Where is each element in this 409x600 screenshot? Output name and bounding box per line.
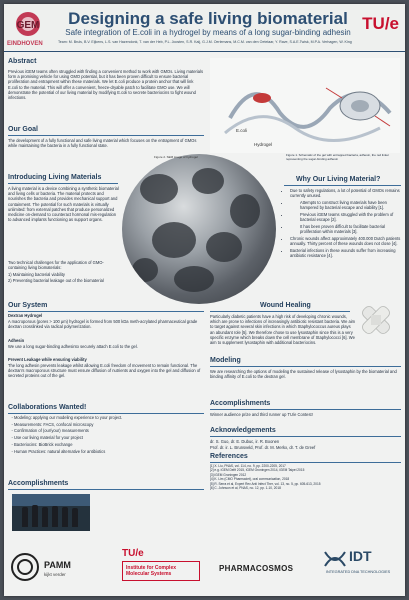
- reference-item: [3] iGEM Groningen 2012: [210, 472, 247, 477]
- references-list: [210, 464, 401, 490]
- system-divider: [8, 311, 204, 312]
- icms-tue-logo: TU/e: [122, 548, 144, 559]
- introducing-divider: [8, 183, 118, 184]
- collaborations-heading: Collaborations Wanted!: [8, 404, 87, 411]
- sponsor-footer: [4, 544, 405, 596]
- abstract-heading: Abstract: [8, 58, 37, 65]
- modeling-heading: Modeling: [210, 357, 241, 364]
- pamm-name: PAMM: [44, 560, 71, 570]
- accomplishments-right-divider: [210, 409, 401, 410]
- wound-body: Particularly diabetic patients have a high risk of developing chronic wounds, which are prone to infections of increasingly antibiotic resistant bacteria. We aim to target against several skin infections in which Staphylococcus aureus plays an abundant role [5]. We therefore chose to use lysostaphin since this is a very specific enzyme which breaks down the cell membrane of Staphylococci [6]. We aim to supplement lysostaphin with additional bacteriocins.: [210, 314, 356, 346]
- adhesin-body: We use a long sugar-binding adhesinto securely attach E.coli to the gel.: [8, 344, 138, 349]
- poster-header: [4, 4, 405, 50]
- idt-logo: IDT: [349, 548, 372, 564]
- poster-subtitle: Safe integration of E.coli in a hydrogel by means of a long sugar-binding adhesin: [65, 28, 351, 37]
- diagram-label-hydrogel: Hydrogel: [254, 142, 273, 147]
- collaborations-list: [8, 415, 204, 455]
- reference-item: [2] e.g. iGEM Delft 2015, iGEM Groningen 2014, iGEM Taipei 2015: [210, 468, 305, 473]
- system-heading: Our System: [8, 302, 48, 309]
- why-item: • Due to safety regulations, a lot of potential of GMOs remains currently unused.: [290, 188, 402, 198]
- introducing-heading: Introducing Living Materials: [8, 174, 102, 181]
- diagram-label-ecoli: E.coli: [236, 128, 248, 133]
- collaborations-divider: [8, 413, 204, 414]
- wound-heading: Wound Healing: [260, 302, 311, 309]
- accomplishments-right-body: Winner audience prize and third runner up TU/e Contest!: [210, 412, 313, 417]
- poster-title: Designing a safe living biomaterial: [68, 9, 348, 28]
- why-item: • Chronic wounds affect approximately 400.000 Dutch patients annually. Thirty percent of these wounds does not close [4].: [290, 236, 402, 246]
- acknowledgements-heading: Acknowledgements: [210, 427, 276, 434]
- accomplishments-heading-left: Accomplishments: [8, 480, 69, 487]
- reference-item: [5] R. Serra et al, Expert Rev Anti Infect Ther, vol. 13, no. 5, pp. 605-613, 2015: [210, 481, 321, 486]
- igem-eindhoven-logo: [8, 9, 48, 45]
- idt-subtitle: INTEGRATED DNA TECHNOLOGIES: [326, 570, 391, 574]
- poster: [4, 4, 405, 596]
- acknowledgements-line-2: Prof. dr. ir. L. Brunsveld, Prof. dr. M. Merkx, dr. T. de Greef: [210, 445, 316, 450]
- collaboration-item: - Bacteriocins: BioBrick exchange: [14, 442, 204, 447]
- goal-heading: Our Goal: [8, 126, 38, 133]
- references-heading: References: [210, 453, 248, 460]
- goal-divider: [8, 135, 204, 136]
- collaboration-item: - Modeling: applying our modeling experience to your project.: [14, 415, 204, 420]
- tue-logo: TU/e: [362, 14, 399, 33]
- accomplishments-left-divider: [8, 489, 204, 490]
- introducing-body: A living material is a device combining a synthetic biomaterial and living cells or bacteria. The material protects and nourishes the bacteria and provides mechanical support and containment. The potential for such materials is virtually unlimited: from external patches that produce personalized medicine on-demand to counteract hormonal mis-regulation to advanced implants functioning as support organs.: [8, 186, 119, 223]
- collaboration-item: - Human Practices: natural alternative for antibiotics: [14, 449, 204, 454]
- collaboration-item: - Measurements: FACS, confocal microscopy: [14, 422, 204, 427]
- why-divider: [284, 185, 401, 186]
- why-item: • Bacterial infections in these wounds suffer from increasing antibiotic resistance [4].: [290, 248, 402, 258]
- bandage-icon: [356, 300, 396, 340]
- prevent-heading: Prevent Leakage while ensuring viability: [8, 357, 87, 362]
- adhesin-heading: Adhesin: [8, 338, 25, 343]
- reference-item: [4] K. Lim (CMO Pharmaciet), oral communication, 2018: [210, 477, 290, 482]
- why-item: • It has been proven difficult to facilitate bacterial proliferation within materials [3].: [290, 224, 402, 234]
- pamm-tagline: kijkt verder: [44, 572, 66, 577]
- wound-divider: [210, 311, 350, 312]
- sem-caption: Figure 2. SEM image of hydrogel: [154, 155, 198, 159]
- challenges-intro: Two technical challenges for the application of GMO-containing living biomaterials:: [8, 260, 104, 271]
- pharmacosmos-logo: PHARMACOSMOS: [219, 564, 294, 573]
- diagram-caption: Figure 1. Schematic of the gel with entrapped bacteria, adhesin, the red linker representing the sugar-binding adhesin: [286, 153, 390, 161]
- why-heading: Why Our Living Material?: [296, 176, 381, 183]
- acknowledgements-line-1: dr. S. Guo, dr. E. Dubuc, ir. R. Boonen: [210, 439, 280, 444]
- reference-item: [1] X. Liu, PNAS, vol. 114, no. 9, pp. 2200-2205, 2017: [210, 464, 286, 468]
- team-photo: [12, 494, 90, 531]
- svg-text:GEM: GEM: [16, 20, 40, 31]
- modeling-body: We are researching the options of modeling the sustained release of lysostaphin by the biomaterial and binding affinity of E.coli to the dextran gel.: [210, 369, 397, 380]
- collaboration-item: - Confirmation of (our/your) measurements: [14, 428, 204, 433]
- accomplishments-heading-right: Accomplishments: [210, 400, 271, 407]
- goal-body: The development of a fully functional and safe living material which focuses on the entrapment of GMOs while maintaining the bacteria in a fully functional state.: [8, 138, 197, 149]
- header-divider: [4, 51, 405, 52]
- why-item: • Attempts to construct living materials have been hampered by bacterial escape and viability [1].: [290, 200, 402, 210]
- modeling-divider: [210, 366, 401, 367]
- collaboration-item: - Use our living material for your project: [14, 435, 204, 440]
- challenge-2: 2) Preventing bacterial leakage out of the biomaterial: [8, 278, 104, 283]
- references-divider: [210, 462, 401, 463]
- idt-helix-icon: [324, 550, 346, 568]
- prevent-body: The long adhesin prevents leakage whilst allowing E.coli freedom of movement to remain functional. The dextran's macroporous structure must ensure diffusion of nutrients and oxygen into the gel and diffusion of secreted proteins out of the gel.: [8, 363, 201, 379]
- why-list: [284, 188, 402, 259]
- hydrogel-diagram: [210, 58, 400, 153]
- abstract-body: Previous iGEM teams often struggled with finding a convenient method to work with GMOs. Living materials form a promising vehicle for using GMO potential, but it has been proven difficult to ensure bacterial proliferation and entrapment within these materials. We let E.coli produce a protein anchor that will link E.coli to the material. This will offer a convenient, freeze-dryable patch to facilitate GMO use. We will demonstrate the potential of our living material by modifying E.coli to secrete bacteriocins to fight wound infections.: [8, 69, 203, 101]
- why-item: • Previous iGEM teams struggled with the problem of bacterial escape [2].: [290, 212, 402, 222]
- dextran-heading: Dextran Hydrogel: [8, 313, 43, 318]
- logo-caption: EINDHOVEN: [7, 41, 43, 47]
- team-members: Team: M. Bruls, B.V. Eijkens, L.S. van Hazendonk, T. van der Heb, P.L. Joosten, S.R. Kalj, G.J.M. Oerlemans, M.C.M. van den Oetelaar, Y. Rave, S.A.E.Twisk, M.P.A. Verhagen, W. King: [58, 40, 352, 44]
- challenge-1: 1) Maintaining bacterial viability: [8, 272, 65, 277]
- dextran-body: A macroporous (pores > 100 μm) hydrogel is formed from 500 kDa meth-acrylated pharmaceutical grade dextran crosslinked via radical polymerization.: [8, 319, 198, 330]
- pamm-logo-icon: [10, 552, 40, 582]
- acknowledgements-divider: [210, 436, 401, 437]
- icms-name: Institute for Complex Molecular Systems: [122, 561, 200, 581]
- reference-item: [6] C. Johnson et al, PNAS, no. 12, pp. 1-10, 2018: [210, 486, 281, 491]
